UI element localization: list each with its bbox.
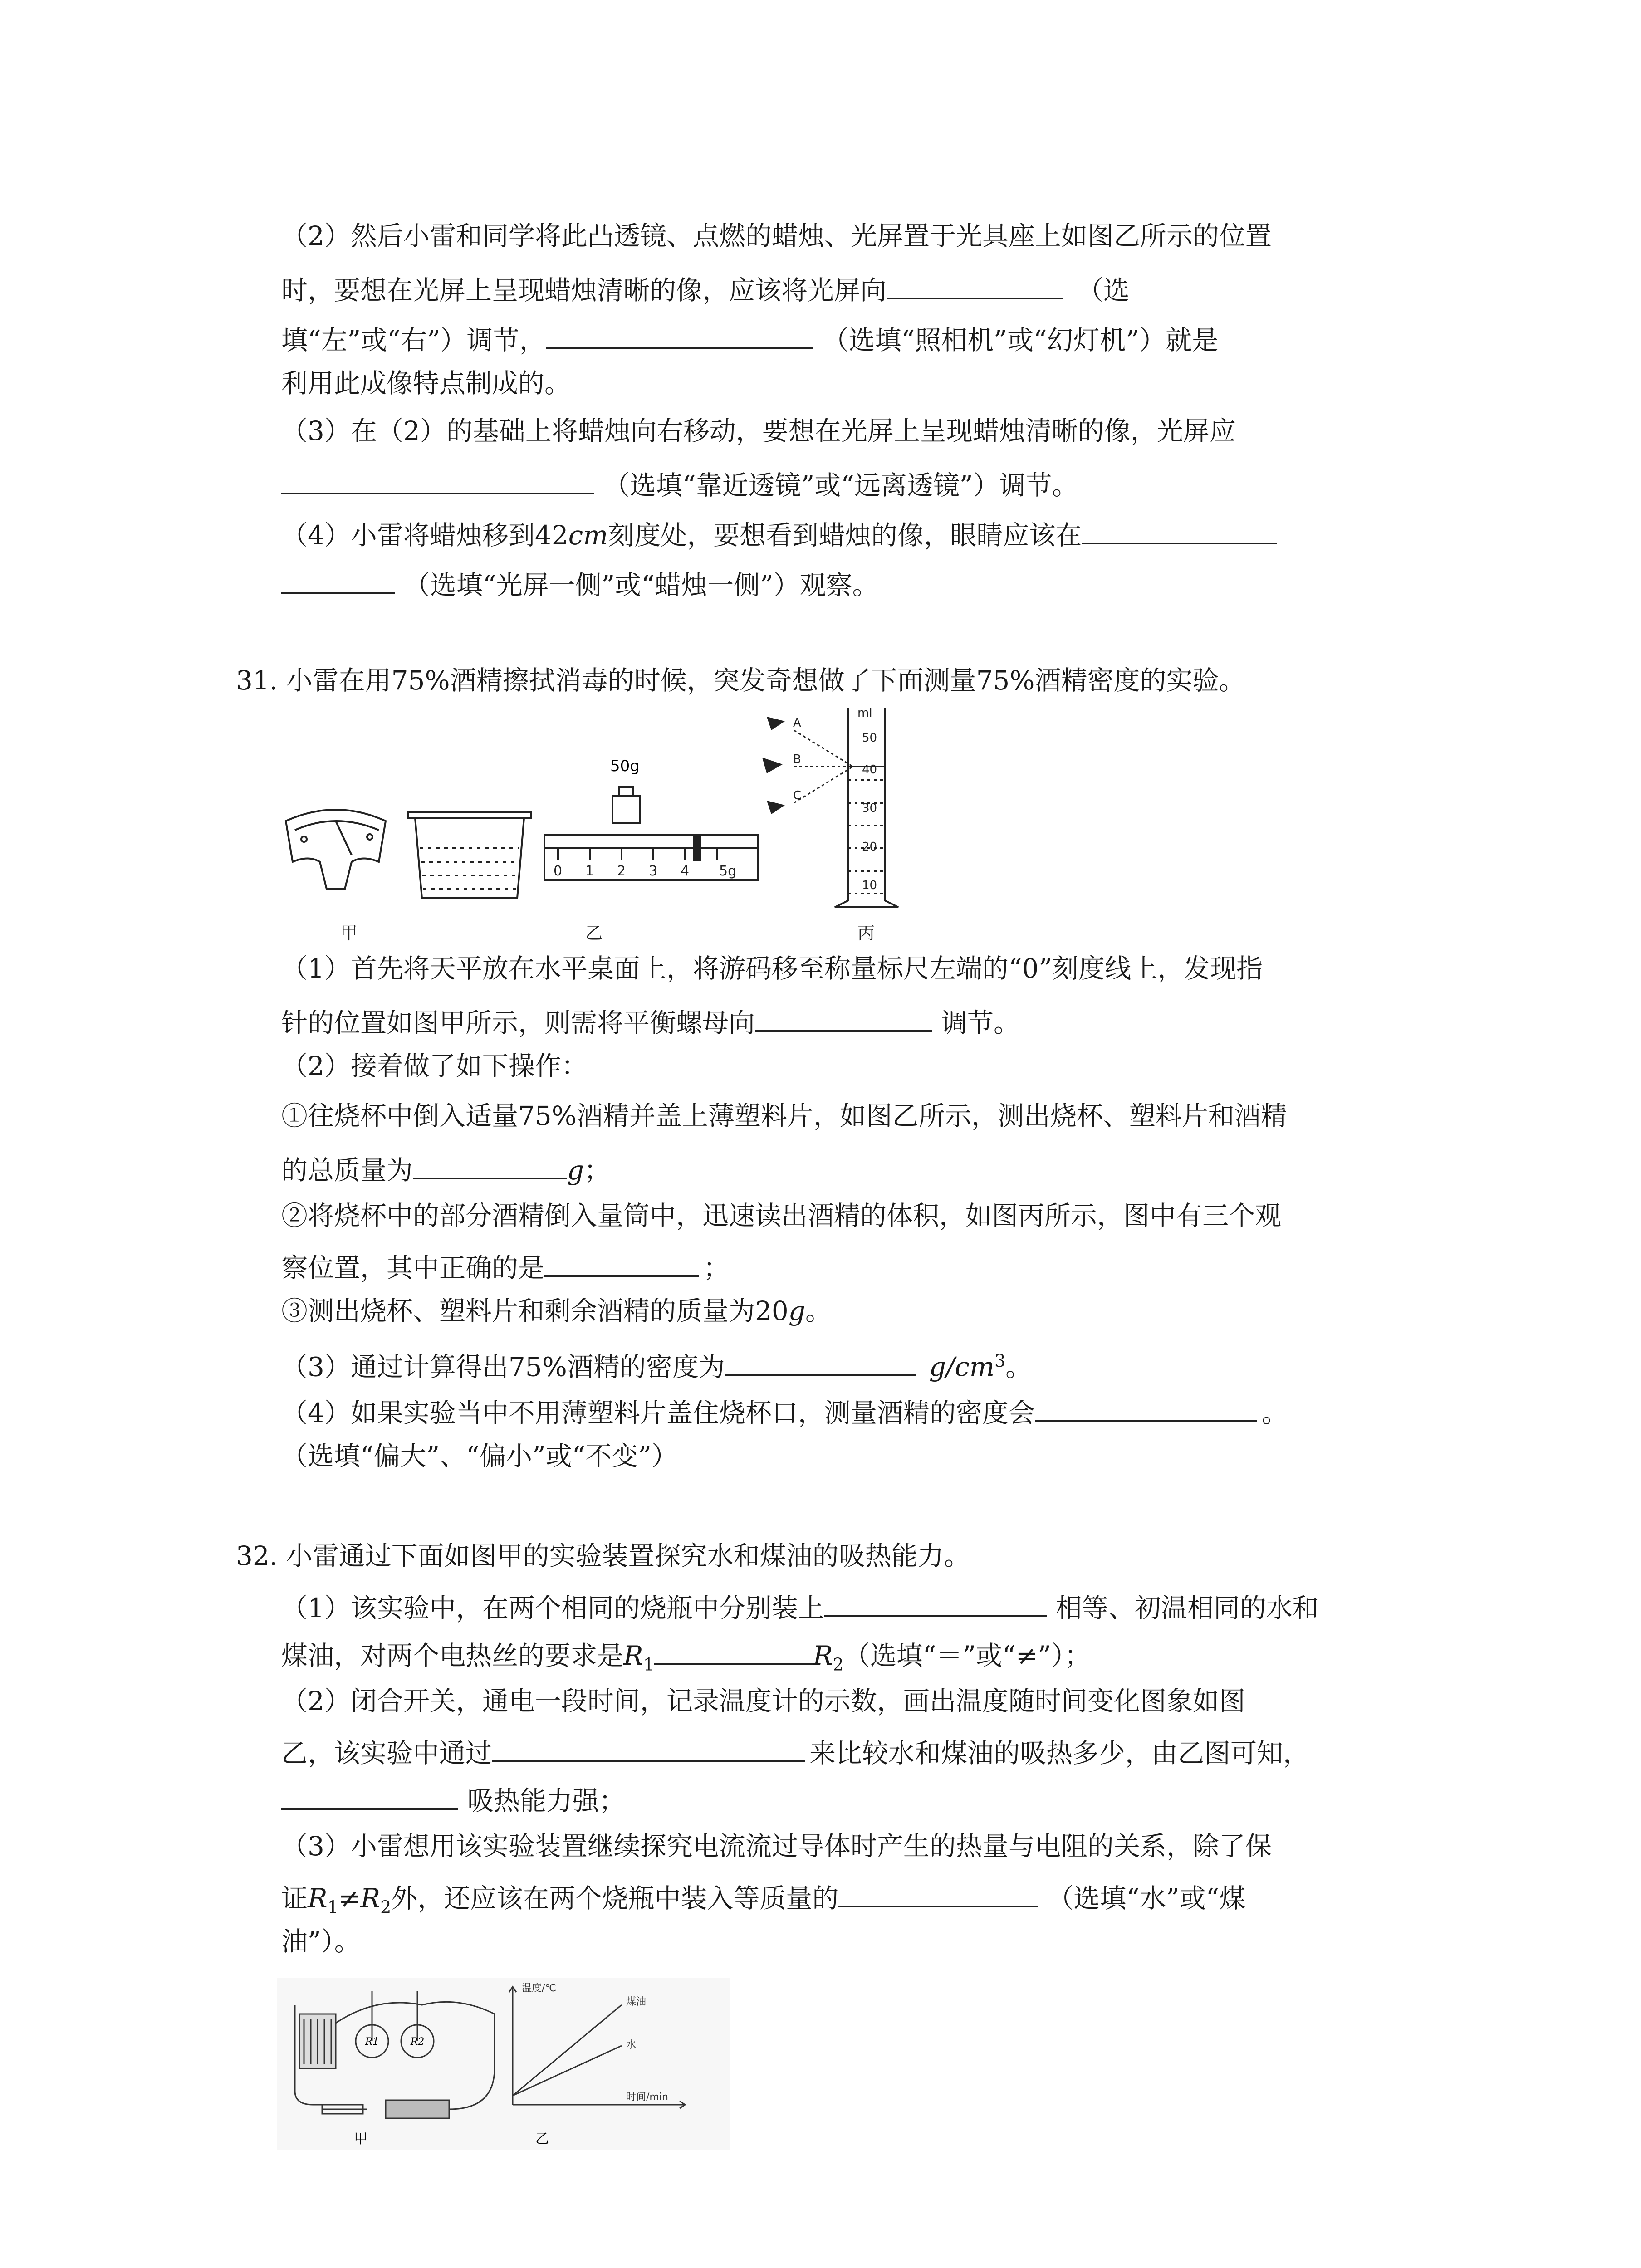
q31-p1-end: 调节。	[941, 1007, 1020, 1038]
q32-p2-line1: （2）闭合开关，通电一段时间，记录温度计的示数，画出温度随时间变化图象如图	[281, 1686, 1245, 1716]
beaker-icon	[408, 812, 531, 898]
r1-label: R1	[365, 2036, 379, 2048]
q32-p1-text2: 煤油，对两个电热丝的要求是	[281, 1640, 624, 1671]
rheostat-icon	[386, 2100, 449, 2118]
q32-p2-text3: 吸热能力强；	[467, 1785, 626, 1816]
q31-p4-line2: （选填“偏大”、“偏小”或“不变”）	[281, 1441, 678, 1471]
cylinder-tick-40: 40	[862, 763, 877, 777]
eye-icon	[762, 717, 785, 814]
q31-p4-end: 。	[1261, 1398, 1288, 1428]
answer-blank-view-position[interactable]	[544, 1245, 699, 1277]
q31-s1-unit: g	[567, 1155, 584, 1186]
q31-s3-end: 。	[805, 1295, 832, 1326]
q31-p1-text: 针的位置如图甲所示，则需将平衡螺母向	[281, 1007, 755, 1038]
q30-p3-line1: （3）在（2）的基础上将蜡烛向右移动，要想在光屏上呈现蜡烛清晰的像，光屏应	[281, 415, 1236, 446]
answer-blank-liquid-choice[interactable]	[838, 1876, 1038, 1907]
q31-p4-line1	[281, 1390, 1288, 1431]
ruler-tick-4: 4	[681, 863, 690, 879]
q30-p2-text: 时，要想在光屏上呈现蜡烛清晰的像，应该将光屏向	[281, 275, 887, 306]
q32-p3-line2	[281, 1876, 1245, 1926]
q32-p3-option: （选填“水”或“煤	[1047, 1883, 1246, 1914]
q31-s3-text: ③测出烧杯、塑料片和剩余酒精的质量为20	[281, 1295, 789, 1326]
q32-r1-symbol: R	[623, 1640, 643, 1671]
q32-p2-line2	[281, 1730, 1309, 1771]
q30-p4-line1	[281, 513, 1277, 553]
q30-p2-option-start: （选	[1077, 275, 1130, 306]
answer-blank-comparison-method[interactable]	[492, 1730, 805, 1762]
answer-blank-density[interactable]	[725, 1344, 916, 1376]
q32-p3-line3: 油”）。	[281, 1926, 361, 1957]
q31-s3	[281, 1293, 832, 1329]
fig-label-yi: 乙	[585, 923, 603, 943]
fig-label-bing: 丙	[857, 923, 875, 943]
q32-p3-line1: （3）小雷想用该实验装置继续探究电流流过导体时产生的热量与电阻的关系，除了保	[281, 1831, 1272, 1862]
q31-p1-line1: （1）首先将天平放在水平桌面上，将游码移至称量标尺左端的“0”刻度线上，发现指	[281, 953, 1263, 984]
q31-s1-text: 的总质量为	[281, 1155, 413, 1186]
q31-s2-line1: ②将烧杯中的部分酒精倒入量筒中，迅速读出酒精的体积，如图丙所示，图中有三个观	[281, 1200, 1282, 1231]
y-axis-label: 温度/℃	[522, 1983, 557, 1994]
q30-p4-text2: 刻度处，要想看到蜡烛的像，眼睛应该在	[608, 520, 1082, 551]
q30-p2-line1: （2）然后小雷和同学将此凸透镜、点燃的蜡烛、光屏置于光具座上如图乙所示的位置	[281, 220, 1272, 251]
fig-label-jia: 甲	[340, 923, 358, 943]
r2-label: R2	[410, 2036, 425, 2048]
answer-blank-device[interactable]	[546, 318, 813, 349]
x-axis-label: 时间/min	[626, 2092, 668, 2103]
q30-p4-unit: cm	[568, 520, 608, 551]
answer-blank-stronger-absorber[interactable]	[281, 1778, 458, 1810]
q32-p1-text: （1）该实验中，在两个相同的烧瓶中分别装上	[281, 1593, 824, 1623]
ruler-tick-2: 2	[617, 863, 626, 879]
q32-p1-line2	[281, 1633, 1091, 1683]
q32-r2-subscript: 2	[833, 1654, 844, 1675]
ruler-tick-0: 0	[554, 863, 563, 879]
cylinder-tick-30: 30	[862, 802, 877, 815]
ruler-tick-1: 1	[585, 863, 594, 879]
weight-50g-icon	[612, 787, 640, 823]
q31-p3-end: 。	[1005, 1351, 1032, 1383]
q32-p3-r2-sub: 2	[380, 1897, 392, 1917]
answer-blank-screen-move[interactable]	[281, 463, 594, 494]
q30-p2-line2	[281, 268, 1130, 308]
answer-blank-screen-direction[interactable]	[887, 268, 1063, 299]
q30-p4-text: （4）小雷将蜡烛移到	[281, 520, 535, 551]
eye-label-b: B	[793, 753, 801, 766]
q31-p2: （2）接着做了如下操作：	[281, 1051, 588, 1081]
answer-blank-density-error[interactable]	[1035, 1390, 1257, 1422]
ruler-tick-3: 3	[649, 863, 658, 879]
q31-p3-text: （3）通过计算得出75%酒精的密度为	[281, 1351, 725, 1383]
q32-p2-text-end: 来比较水和煤油的吸热多少，由乙图可知，	[809, 1738, 1310, 1769]
q30-p2-text2: 填“左”或“右”）调节，	[281, 325, 546, 356]
cylinder-tick-20: 20	[862, 840, 877, 854]
q31-p3	[281, 1343, 1032, 1385]
q32-r2-symbol: R	[813, 1640, 833, 1671]
q32-p1-line1	[281, 1585, 1319, 1626]
q30-p2-line3	[281, 318, 1218, 358]
q32-p3-text: 证	[281, 1883, 308, 1914]
eye-label-c: C	[793, 789, 802, 802]
sight-lines	[794, 730, 853, 803]
q31-s2-line2	[281, 1245, 730, 1286]
q30-p2-line4: 利用此成像特点制成的。	[281, 368, 571, 399]
q30-p4-number: 42	[534, 520, 568, 551]
answer-blank-eye-side-cont	[281, 562, 395, 594]
answer-blank-equal-quantity[interactable]	[824, 1585, 1047, 1617]
q32-p3-r1: R	[308, 1883, 328, 1914]
q31-s1-line1: ①往烧杯中倒入适量75%酒精并盖上薄塑料片，如图乙所示，测出烧杯、塑料片和酒精	[281, 1100, 1287, 1131]
q32-figure	[277, 1978, 730, 2150]
q32-p1-text-end: 相等、初温相同的水和	[1055, 1593, 1319, 1623]
q32-p2-text: 乙，该实验中通过	[281, 1738, 492, 1769]
weight-label: 50g	[610, 757, 640, 775]
q32-p3-neq: ≠	[338, 1883, 361, 1914]
q30-p4-option: （选填“光屏一侧”或“蜡烛一侧”）观察。	[404, 570, 879, 601]
eye-label-a: A	[793, 716, 801, 730]
q32-fig-label-jia: 甲	[354, 2131, 367, 2147]
q31-figure	[272, 699, 953, 953]
q31-title: 31. 小雷在用75%酒精擦拭消毒的时候，突发奇想做了下面测量75%酒精密度的实验。	[236, 665, 1245, 696]
q30-p3-line2	[281, 463, 1078, 503]
q30-p4-line2	[281, 562, 879, 603]
answer-blank-nut-direction[interactable]	[755, 1000, 932, 1032]
q30-p2-option-device: （选填“照相机”或“幻灯机”）就是	[822, 325, 1219, 356]
water-label: 水	[626, 2039, 637, 2051]
answer-blank-r-compare[interactable]	[654, 1633, 813, 1665]
kerosene-label: 煤油	[626, 1996, 647, 2008]
q32-p3-text2: 外，还应该在两个烧瓶中装入等质量的	[391, 1883, 839, 1914]
answer-blank-total-mass[interactable]	[413, 1148, 567, 1179]
balance-scale-dial-icon	[286, 810, 386, 889]
q31-p4-text: （4）如果实验当中不用薄塑料片盖住烧杯口，测量酒精的密度会	[281, 1398, 1035, 1428]
q31-s3-unit: g	[788, 1295, 805, 1326]
answer-blank-eye-side[interactable]	[1082, 513, 1277, 544]
q30-p3-option: （选填“靠近透镜”或“远离透镜”）调节。	[603, 470, 1078, 501]
q31-p3-unit-exponent: 3	[994, 1351, 1006, 1371]
q32-p1-option: （选填“＝”或“≠”）；	[843, 1640, 1091, 1671]
q31-s1-line2	[281, 1148, 610, 1188]
q32-p2-line3	[281, 1778, 625, 1819]
q32-title: 32. 小雷通过下面如图甲的实验装置探究水和煤油的吸热能力。	[236, 1540, 970, 1571]
q31-s2-end: ；	[703, 1252, 730, 1283]
q31-s2-text: 察位置，其中正确的是	[281, 1252, 545, 1283]
q31-p3-unit: g/cm	[929, 1351, 994, 1383]
q32-fig-label-yi: 乙	[535, 2131, 549, 2147]
q32-p3-r1-sub: 1	[327, 1897, 338, 1917]
q32-p3-r2: R	[360, 1883, 381, 1914]
q31-p1-line2	[281, 1000, 1020, 1041]
cylinder-tick-10: 10	[862, 879, 877, 892]
cylinder-unit: ml	[857, 706, 872, 720]
q31-s1-end: ；	[584, 1155, 611, 1186]
ruler-tick-5: 5g	[719, 863, 737, 879]
q32-r1-subscript: 1	[643, 1654, 654, 1675]
cylinder-tick-50: 50	[862, 731, 877, 745]
